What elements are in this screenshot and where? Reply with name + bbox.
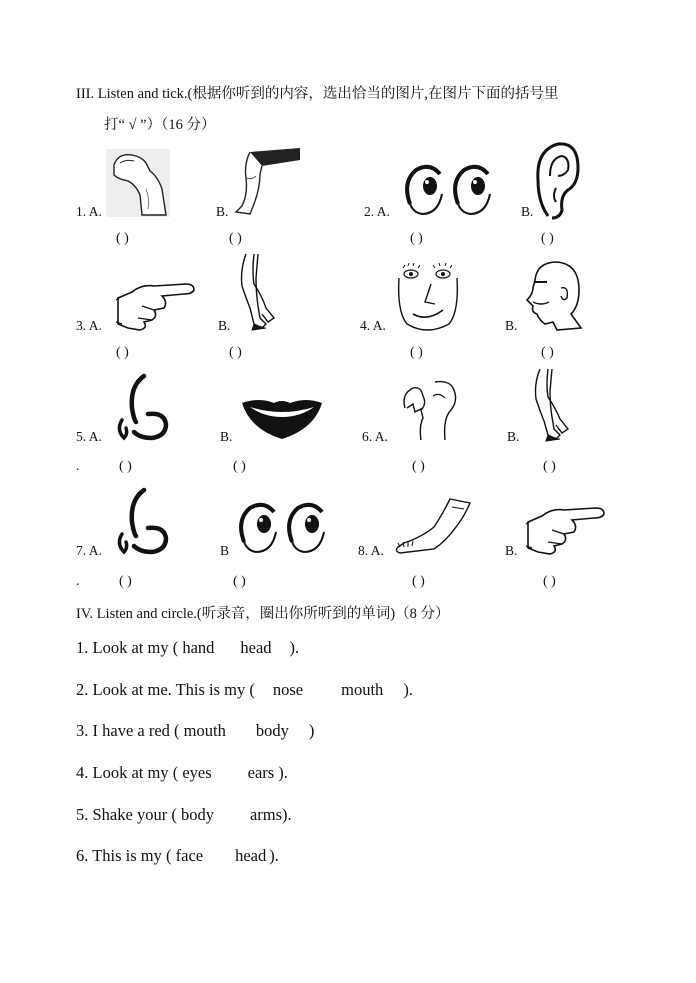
sentence-1-suffix: ).	[289, 638, 300, 657]
q1-b-bracket[interactable]: ( )	[229, 231, 242, 246]
q3-a-bracket[interactable]: ( )	[116, 345, 129, 360]
q5-b-bracket[interactable]: ( )	[233, 459, 246, 474]
sentence-5-suffix: ).	[282, 805, 292, 824]
q8-a-label: 8. A.	[358, 543, 384, 558]
q6-b-label: B.	[507, 429, 520, 444]
sentence-2	[76, 680, 413, 700]
q8-b-bracket[interactable]: ( )	[543, 574, 556, 589]
ear-icon	[534, 140, 582, 220]
q7-dot: .	[76, 574, 80, 589]
sentence-2-option-nose[interactable]: nose	[272, 680, 304, 699]
section-3-title-cont: 打“ √ ”）（16 分）	[104, 117, 216, 133]
q3-b-label: B.	[218, 318, 231, 333]
sentence-5-prefix: 5. Shake your ( body	[76, 805, 214, 824]
q2-a-label: 2. A.	[364, 204, 390, 219]
q7-a-bracket[interactable]: ( )	[119, 574, 132, 589]
q7-b-bracket[interactable]: ( )	[233, 574, 246, 589]
nose-icon	[112, 486, 176, 558]
mouth-icon	[240, 395, 324, 441]
eyes-icon	[402, 160, 494, 218]
sentence-2-suffix: ).	[403, 680, 413, 699]
eyes-icon	[236, 498, 328, 556]
q4-a-label: 4. A.	[360, 318, 386, 333]
face-icon	[397, 262, 459, 332]
sentence-4-suffix: ).	[278, 763, 288, 782]
q5-dot: .	[76, 459, 80, 474]
q8-b-label: B.	[505, 543, 518, 558]
q3-b-bracket[interactable]: ( )	[229, 345, 242, 360]
q4-b-label: B.	[505, 318, 518, 333]
q5-a-bracket[interactable]: ( )	[119, 459, 132, 474]
hand-icon	[114, 276, 198, 332]
sentence-3	[76, 721, 314, 741]
q1-a-bracket[interactable]: ( )	[116, 231, 129, 246]
q1-a-label: 1. A.	[76, 204, 102, 219]
q6-a-label: 6. A.	[362, 429, 388, 444]
section-3-title: III. Listen and tick.(根据你听到的内容，选出恰当的图片,在图片下面的括号里	[76, 86, 559, 102]
sentence-6	[76, 846, 279, 866]
q3-a-label: 3. A.	[76, 318, 102, 333]
q2-b-label: B.	[521, 204, 534, 219]
foot-icon	[394, 497, 476, 557]
sentence-2-option-mouth[interactable]: mouth	[341, 680, 384, 699]
q1-b-label: B.	[216, 204, 229, 219]
q7-b-label: B	[220, 543, 230, 558]
sentence-6-option-head[interactable]: head	[235, 846, 267, 865]
sentence-1-option-head[interactable]: head	[240, 638, 272, 657]
q8-a-bracket[interactable]: ( )	[412, 574, 425, 589]
sentence-1-prefix: 1. Look at my ( hand	[76, 638, 215, 657]
sentence-6-prefix: 6. This is my ( face	[76, 846, 204, 865]
q2-a-bracket[interactable]: ( )	[410, 231, 423, 246]
leg-icon	[230, 144, 302, 216]
legs-icon	[528, 367, 572, 443]
sentence-6-suffix: ).	[269, 846, 279, 865]
hand-icon	[524, 500, 608, 556]
q6-a-bracket[interactable]: ( )	[412, 459, 425, 474]
head-icon	[525, 258, 583, 332]
sentence-1	[76, 638, 299, 658]
sentence-3-suffix: )	[308, 721, 315, 740]
sentence-5-option-arms[interactable]: arms	[249, 805, 283, 824]
arms-icon	[399, 378, 461, 444]
sentence-3-option-body[interactable]: body	[255, 721, 289, 740]
sentence-4-option-ears[interactable]: ears	[247, 763, 275, 782]
q2-b-bracket[interactable]: ( )	[541, 231, 554, 246]
sentence-4-prefix: 4. Look at my ( eyes	[76, 763, 212, 782]
section-4-title: IV. Listen and circle.(听录音，圈出你所听到的单词)（8 分）	[76, 606, 450, 622]
nose-icon	[112, 372, 176, 444]
q7-a-label: 7. A.	[76, 543, 102, 558]
q6-b-bracket[interactable]: ( )	[543, 459, 556, 474]
arm-icon	[106, 149, 170, 217]
sentence-3-prefix: 3. I have a red ( mouth	[76, 721, 226, 740]
q4-b-bracket[interactable]: ( )	[541, 345, 554, 360]
q5-b-label: B.	[220, 429, 233, 444]
legs-icon	[232, 252, 276, 332]
sentence-2-prefix: 2. Look at me. This is my (	[76, 680, 255, 699]
q4-a-bracket[interactable]: ( )	[410, 345, 423, 360]
q5-a-label: 5. A.	[76, 429, 102, 444]
sentence-5	[76, 805, 292, 825]
sentence-4	[76, 763, 288, 783]
